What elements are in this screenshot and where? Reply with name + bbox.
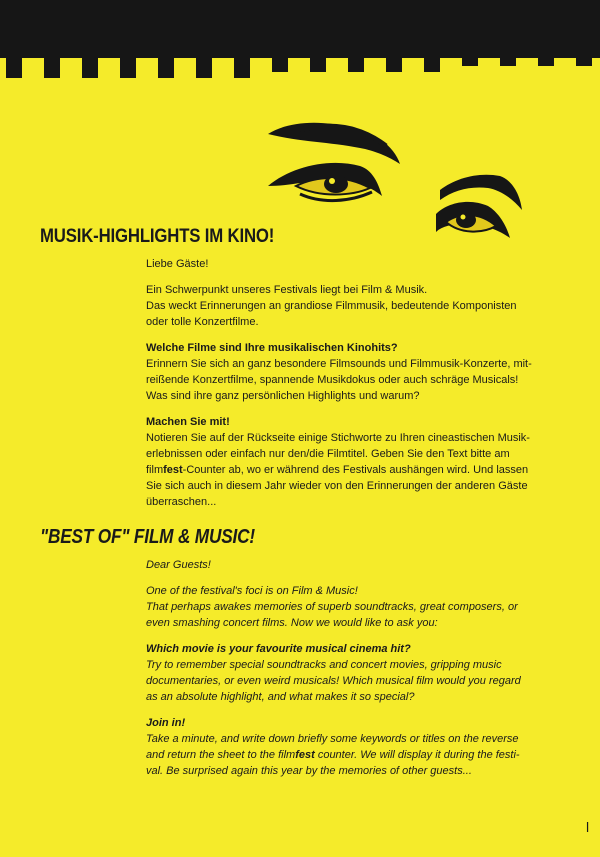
- german-intro-line: Ein Schwerpunkt unseres Festivals liegt bei Film & Musik.: [146, 284, 428, 296]
- filmfest-brand-film: film: [146, 464, 164, 476]
- german-question-heading: Welche Filme sind Ihre musikalischen Kinohits?: [146, 342, 398, 354]
- german-intro-line: oder tolle Konzertfilme.: [146, 316, 259, 328]
- english-question-line: Try to remember special soundtracks and concert movies, gripping music: [146, 659, 502, 671]
- page-mark: l: [586, 819, 590, 835]
- english-question-heading: Which movie is your favourite musical cinema hit?: [146, 643, 411, 655]
- english-intro: [146, 583, 574, 631]
- english-text-column: [146, 557, 574, 789]
- german-question-line: Erinnern Sie sich an ganz besondere Filmsounds und Filmmusik-Konzerte, mit-: [146, 358, 532, 370]
- english-join-line: val. Be surprised again this year by the memories of other guests...: [146, 765, 472, 777]
- german-join-line: erlebnissen oder einfach nur den/die Filmtitel. Geben Sie den Text bitte am: [146, 448, 510, 460]
- english-join-heading: Join in!: [146, 717, 186, 729]
- english-intro-line: One of the festival's foci is on Film & Music!: [146, 585, 358, 597]
- english-join-line: and return the sheet to the film: [146, 749, 296, 761]
- english-intro-line: That perhaps awakes memories of superb soundtracks, great composers, or: [146, 601, 518, 613]
- english-question-line: as an absolute highlight, and what makes it so special?: [146, 691, 415, 703]
- german-question-line: reißende Konzertfilme, spannende Musikdokus oder auch schräge Musicals!: [146, 374, 519, 386]
- german-question-line: Was sind ihre ganz persönlichen Highlights und warum?: [146, 390, 420, 402]
- english-heading: "BEST OF" FILM & MUSIC!: [40, 526, 255, 548]
- filmfest-brand-fest: fest: [295, 749, 315, 761]
- german-join-line: Sie sich auch in diesem Jahr wieder von den Erinnerungen der anderen Gäste: [146, 480, 528, 492]
- german-join-line: -Counter ab, wo er während des Festivals aushängen wird. Und lassen: [182, 464, 529, 476]
- german-join-heading: Machen Sie mit!: [146, 416, 230, 428]
- english-join-text: [146, 731, 574, 779]
- english-intro-line: even smashing concert films. Now we would like to ask you:: [146, 617, 438, 629]
- english-join-line: counter. We will display it during the festi-: [314, 749, 520, 761]
- filmfest-brand-fest: fest: [163, 464, 183, 476]
- english-question-line: documentaries, or even weird musicals! Which musical film would you regard: [146, 675, 521, 687]
- eyes-illustration: [0, 0, 600, 260]
- german-heading: MUSIK-HIGHLIGHTS IM KINO!: [40, 225, 275, 247]
- english-join-line: Take a minute, and write down briefly some keywords or titles on the reverse: [146, 733, 519, 745]
- german-join-text: [146, 430, 574, 510]
- german-intro: [146, 282, 574, 330]
- german-intro-line: Das weckt Erinnerungen an grandiose Filmmusik, bedeutende Komponisten: [146, 300, 517, 312]
- german-join-line: Notieren Sie auf der Rückseite einige Stichworte zu Ihren cineastischen Musik-: [146, 432, 530, 444]
- german-join-line: überraschen...: [146, 496, 217, 508]
- german-text-column: [146, 256, 574, 520]
- english-question-text: [146, 657, 574, 705]
- german-greeting: Liebe Gäste!: [146, 258, 209, 270]
- german-question-text: [146, 356, 574, 404]
- english-greeting: Dear Guests!: [146, 559, 211, 571]
